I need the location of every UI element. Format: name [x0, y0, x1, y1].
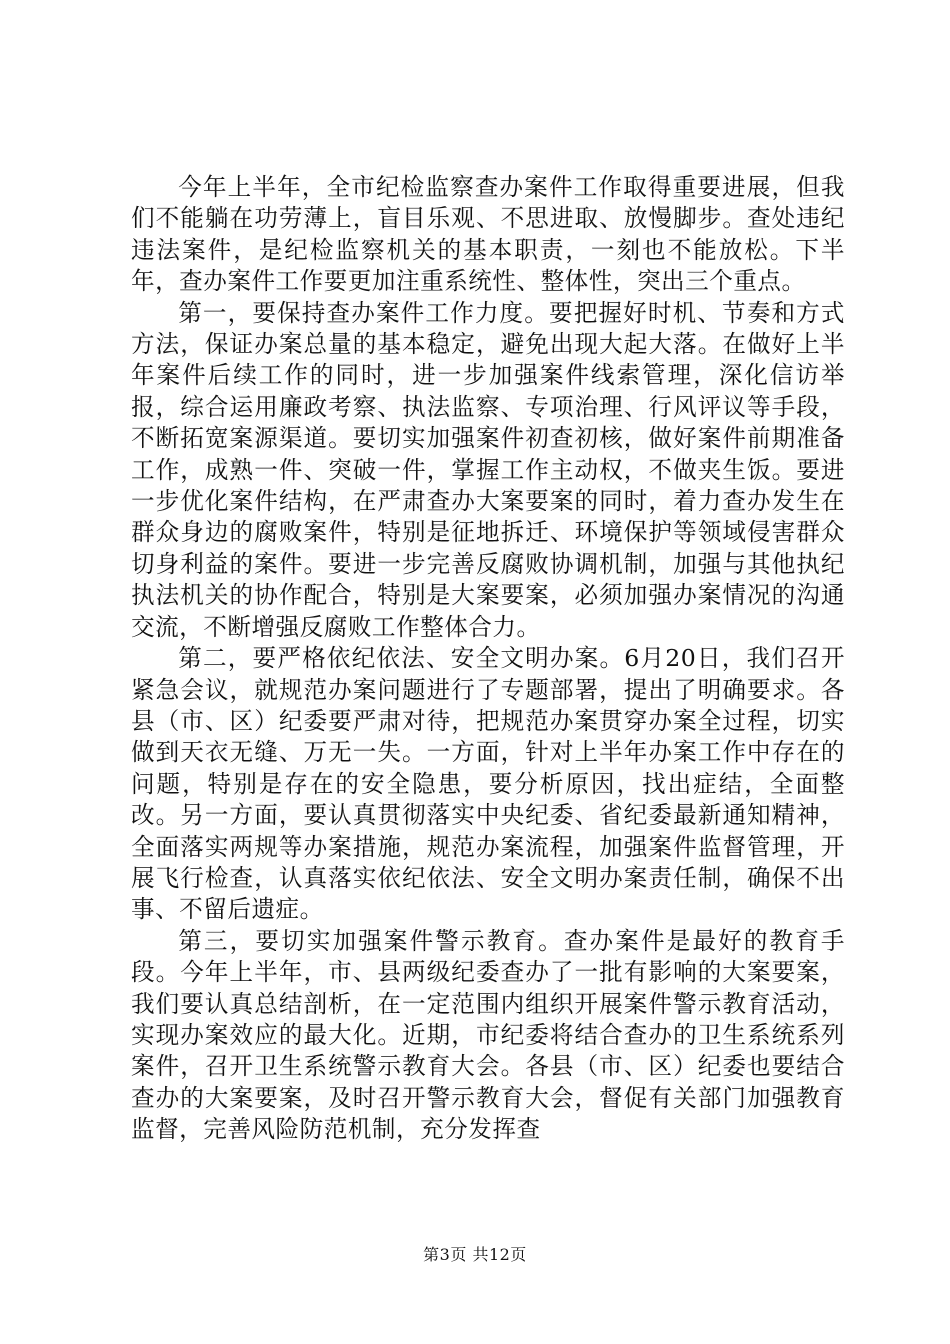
paragraph-point-one: 第一，要保持查办案件工作力度。要把握好时机、节奏和方式方法，保证办案总量的基本稳定，避免出现大起大落。在做好上半年案件后续工作的同时，进一步加强案件线索管理，深化信访举报，综合运用廉政考察、执法监察、专项治理、行风评议等手段，不断拓宽案源渠道。要切实加强案件初查初核，做好案件前期准备工作，成熟一件、突破一件，掌握工作主动权，不做夹生饭。要进一步优化案件结构，在严肃查办大案要案的同时，着力查办发生在群众身边的腐败案件，特别是征地拆迁、环境保护等领域侵害群众切身利益的案件。要进一步完善反腐败协调机制，加强与其他执纪执法机关的协作配合，特别是大案要案，必须加强办案情况的沟通交流，不断增强反腐败工作整体合力。	[131, 298, 845, 641]
paragraph-point-two: 第二，要严格依纪依法、安全文明办案。6月20日，我们召开紧急会议，就规范办案问题进行了专题部署，提出了明确要求。各县（市、区）纪委要严肃对待，把规范办案贯穿办案全过程，切实做到天衣无缝、万无一失。一方面，针对上半年办案工作中存在的问题，特别是存在的安全隐患，要分析原因，找出症结，全面整改。另一方面，要认真贯彻落实中央纪委、省纪委最新通知精神，全面落实两规等办案措施，规范办案流程，加强案件监督管理，开展飞行检查，认真落实依纪依法、安全文明办案责任制，确保不出事、不留后遗症。	[131, 644, 845, 924]
paragraph-intro: 今年上半年，全市纪检监察查办案件工作取得重要进展，但我们不能躺在功劳薄上，盲目乐观、不思进取、放慢脚步。查处违纪违法案件，是纪检监察机关的基本职责，一刻也不能放松。下半年，查办案件工作要更加注重系统性、整体性，突出三个重点。	[131, 173, 845, 296]
paragraph-point-three: 第三，要切实加强案件警示教育。查办案件是最好的教育手段。今年上半年，市、县两级纪委查办了一批有影响的大案要案，我们要认真总结剖析，在一定范围内组织开展案件警示教育活动，实现办案效应的最大化。近期，市纪委将结合查办的卫生系统系列案件，召开卫生系统警示教育大会。各县（市、区）纪委也要结合查办的大案要案，及时召开警示教育大会，督促有关部门加强教育监督，完善风险防范机制，充分发挥查	[131, 926, 845, 1144]
page-number-footer: 第3页 共12页	[423, 1245, 527, 1264]
document-body	[131, 172, 845, 1146]
